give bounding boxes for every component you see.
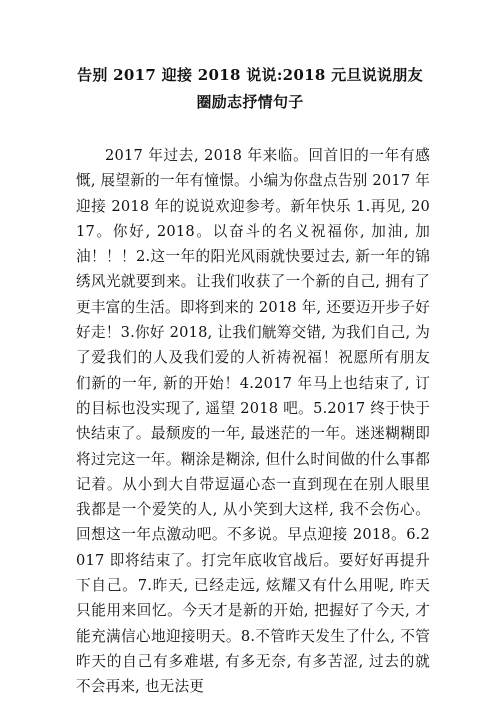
body-paragraph: 2017 年过去, 2018 年来临。回首旧的一年有感慨, 展望新的一年有憧憬。小编为你盘点告别 2017 年迎接 2018 年的说说欢迎参考。新年快乐 1.再见, 2017。你好, 2018。以奋斗的名义祝福你, 加油, 加油！！！2.这一年的阳光风雨就快要过去, 新一年的锦绣风光就要到来。让我们收获了一个新的自己, 拥有了更丰富的生活。即将到来的 2018 年, 还要迈开步子好好走！3.你好 2018, 让我们觥筹交错, 为我们自己, 为了爱我们的人及我们爱的人祈祷祝福！祝愿所有朋友们新的一年, 新的开始！4.2017 年马上也结束了, 订的目标也没实现了, 遥望 2018 吧。5.2017 终于快于快结束了。最颓废的一年, 最迷茫的一年。迷迷糊糊即将过完这一年。糊涂是糊涂, 但什么时间做的什么事都记着。从小到大自带逗逼心态一直到现在在别人眼里我都是一个爱笑的人, 从小笑到大这样, 我不会伤心。回想这一年点激动吧。不多说。早点迎接 2018。6.2017 即将结束了。打完年底收官战后。要好好再提升下自己。7.昨天, 已经走远, 炫耀又有什么用呢, 昨天只能用来回忆。今天才是新的开始, 把握好了今天, 才能充满信心地迎接明天。8.不管昨天发生了什么, 不管昨天的自己有多难堪, 有多无奈, 有多苦涩, 过去的就不会再来, 也无法更 [76, 147, 430, 696]
document-title: 告别 2017 迎接 2018 说说:2018 元旦说说朋友圈励志抒情句子 [77, 66, 423, 111]
